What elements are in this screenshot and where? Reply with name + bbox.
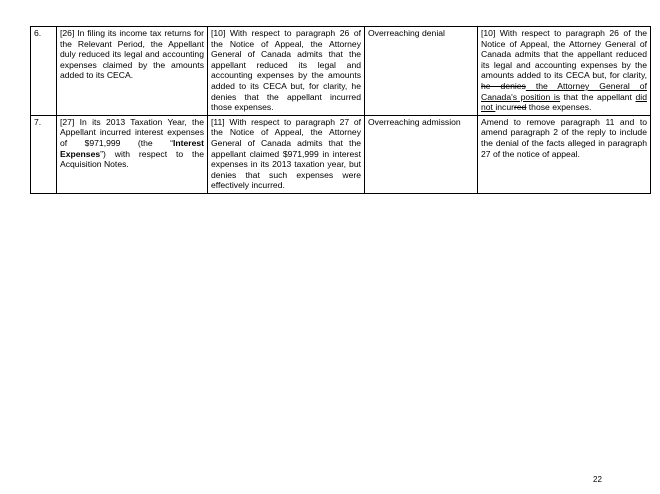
row-number: 6. [31,27,57,116]
notice-of-appeal-paragraph [57,115,208,193]
defined-term: Interest Expenses [60,137,204,159]
notice-of-appeal-paragraph: [26] In filing its income tax returns for the Relevant Period, the Appellant duly reduced its legal and accounting expenses claimed by the amounts added to its CECA. [57,27,208,116]
paragraph-text: ”) with respect to the Acquisition Notes. [60,148,204,170]
page-number: 22 [593,475,602,484]
inserted-text: the Attorney General of Canada's position is [481,80,647,102]
table-row [31,27,651,116]
proposed-amendment: Amend to remove paragraph 11 and to amend paragraph 2 of the reply to include the denial of the facts alleged in paragraph 27 of the notice of appeal. [478,115,651,193]
inserted-text: did not [481,91,647,113]
amendment-text: incur [495,102,514,113]
table-row [31,115,651,193]
deleted-text: red [513,102,527,113]
amendment-text: that the appellant [560,91,636,102]
amendment-text: [10] With respect to paragraph 26 of the Notice of Appeal, the Attorney General of Canada admits that the appellant reduced its legal and accounting expenses by the amounts added to its CECA but, for clarity, [481,28,647,81]
issue-type: Overreaching admission [365,115,478,193]
proposed-amendment [478,27,651,116]
paragraph-text: [27] In its 2013 Taxation Year, the Appellant incurred interest expenses of $971,999 (the “ [60,116,204,148]
row-number: 7. [31,115,57,193]
reply-paragraph: [10] With respect to paragraph 26 of the Notice of Appeal, the Attorney General of Canada admits that the appellant reduced its legal and accounting expenses by the amounts added to its CECA but, for clarity, he denies that the appellant incurred those expenses. [208,27,365,116]
amendment-text: those expenses. [526,102,592,113]
issue-type: Overreaching denial [365,27,478,116]
deleted-text: he denies [481,80,526,91]
reply-paragraph: [11] With respect to paragraph 27 of the Notice of Appeal, the Attorney General of Canada admits that the appellant claimed $971,999 in interest expenses in its 2013 taxation year, but denies that such expenses were effectively incurred. [208,115,365,193]
document-table [30,26,651,194]
